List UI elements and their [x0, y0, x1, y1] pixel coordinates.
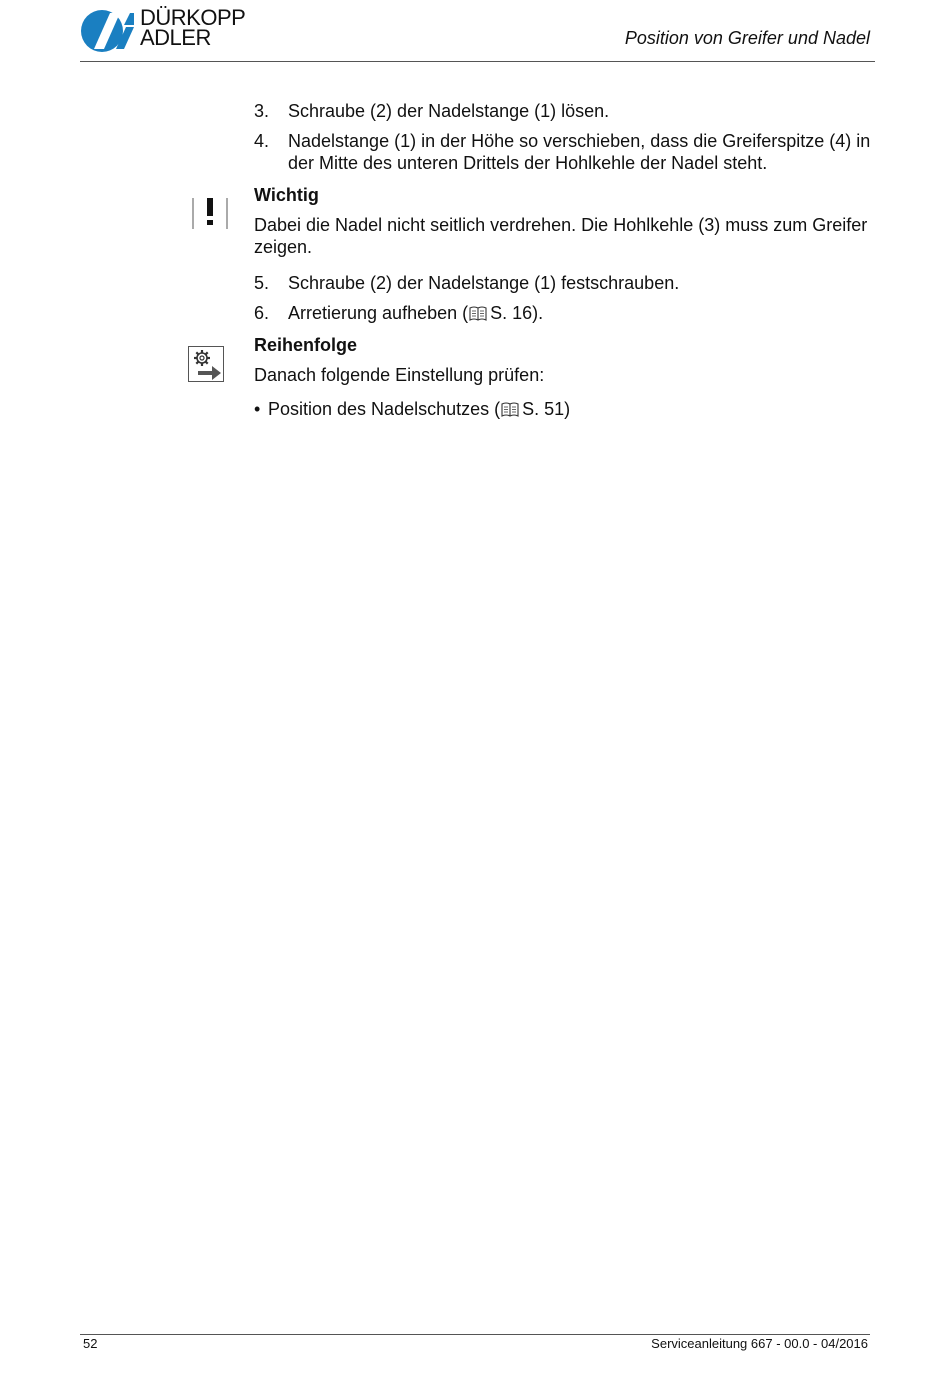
brand-name-line1: DÜRKOPP	[140, 5, 246, 30]
step-number: 6.	[254, 303, 270, 323]
book-icon	[469, 306, 487, 321]
page-header-title: Position von Greifer und Nadel	[624, 28, 870, 48]
gear-arrow-icon	[188, 346, 224, 382]
page-number: 52	[83, 1336, 98, 1351]
step-item	[254, 272, 874, 294]
step-item	[254, 302, 874, 324]
logo-mark-icon	[80, 9, 134, 53]
header-divider	[80, 61, 875, 62]
page-reference-link[interactable]: S. 51	[522, 399, 565, 419]
list-item	[254, 398, 874, 420]
step-number: 4.	[254, 131, 270, 151]
bullet-symbol: •	[254, 399, 261, 419]
page-reference-link[interactable]: S. 16	[490, 303, 533, 323]
brand-name-line2: ADLER	[140, 25, 211, 50]
step-number: 5.	[254, 273, 270, 293]
book-icon	[501, 402, 519, 417]
step-item	[254, 100, 874, 122]
warning-exclamation-icon	[192, 194, 228, 230]
bullet-text-before: Position des Nadelschutzes (	[268, 399, 501, 419]
bullet-text-after: )	[564, 399, 571, 419]
brand-logo	[80, 5, 270, 54]
step-text	[288, 302, 874, 324]
step-item	[254, 130, 874, 174]
step-text-after: ).	[532, 303, 544, 323]
step-text: Schraube (2) der Nadelstange (1) lösen.	[288, 101, 610, 121]
document-reference: Serviceanleitung 667 - 00.0 - 04/2016	[651, 1336, 868, 1351]
important-title: Wichtig	[254, 185, 319, 205]
important-text: Dabei die Nadel nicht seitlich verdrehen. Die Hohlkehle (3) muss zum Greifer zeigen.	[254, 215, 868, 257]
instructions-content	[254, 100, 874, 420]
sequence-text: Danach folgende Einstellung prüfen:	[254, 365, 545, 385]
step-text: Nadelstange (1) in der Höhe so verschieben, dass die Greiferspitze (4) in der Mitte des unteren Drittels der Hohlkehle der Nadel steht.	[288, 131, 871, 173]
step-text: Schraube (2) der Nadelstange (1) festschrauben.	[288, 273, 680, 293]
sequence-title: Reihenfolge	[254, 335, 358, 355]
step-text-before: Arretierung aufheben (	[288, 303, 469, 323]
footer-divider	[80, 1334, 870, 1335]
step-number: 3.	[254, 101, 270, 121]
